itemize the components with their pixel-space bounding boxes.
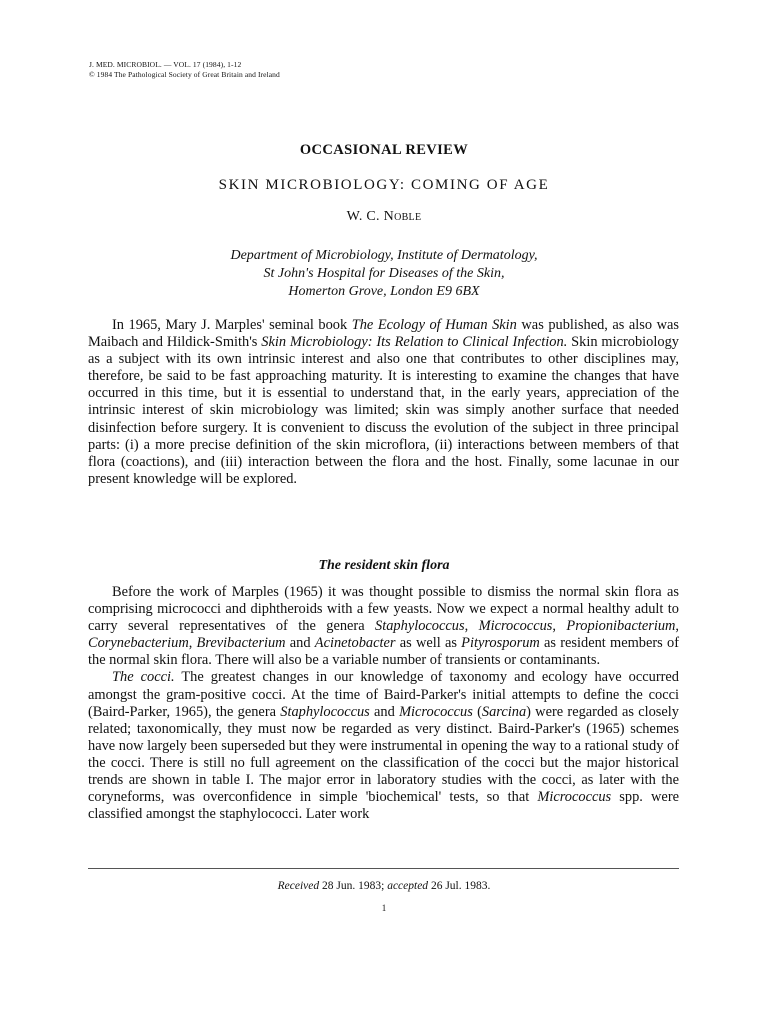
page-number: 1 bbox=[381, 903, 387, 913]
genus-name: Staphylococcus bbox=[375, 618, 465, 635]
genus-name: Corynebacterium bbox=[88, 635, 189, 652]
article-author: W. C. Noble bbox=[346, 209, 422, 224]
received-dates: Received 28 Jun. 1983; accepted 26 Jul. 1983. bbox=[277, 880, 491, 892]
affiliation-line: Homerton Grove, London E9 6BX bbox=[288, 284, 480, 299]
copyright-line: © 1984 The Pathological Society of Great Britain and Ireland bbox=[89, 70, 280, 79]
affiliation-line: Department of Microbiology, Institute of Dermatology, bbox=[230, 248, 538, 263]
book-title: Skin Microbiology: Its Relation to Clinical Infection. bbox=[261, 334, 568, 351]
genus-name: Micrococcus bbox=[537, 789, 612, 806]
section-body bbox=[88, 584, 679, 823]
article-category: OCCASIONAL REVIEW bbox=[299, 142, 469, 158]
genus-name: Acinetobacter bbox=[314, 635, 396, 652]
body-paragraph: Before the work of Marples (1965) it was thought possible to dismiss the normal skin flora as comprising micrococci and diphtheroids with a few yeasts. Now we expect a normal healthy adult to carry several representatives of the genera Staphylococcus, Micrococcus, Propionibacterium, Corynebacterium, Brevibacterium and Acinetobacter as well as Pityrosporum as resident members of the normal skin flora. There will also be a variable number of transients or contaminants. bbox=[88, 584, 680, 669]
genus-name: Pityrosporum bbox=[461, 635, 540, 652]
footnote-divider bbox=[88, 868, 679, 869]
body-paragraph: The cocci. The greatest changes in our knowledge of taxonomy and ecology have occurred amongst the gram-positive cocci. At the time of Baird-Parker's initial attempts to define the cocci (Baird-Parker, 1965), the genera Staphylococcus and Micrococcus (Sarcina) were regarded as closely related; taxonomically, they must now be regarded as very distinct. Baird-Parker's (1965) schemes have now largely been superseded but they were instrumental in opening the way to a rational study of the cocci. There is still no full agreement on the classification of the cocci but the major historical trends are shown in table I. The major error in laboratory studies with the cocci, as later with the coryneforms, was overconfidence in simple 'biochemical' tests, so that Micrococcus spp. were classified amongst the staphylococci. Later work bbox=[88, 669, 679, 823]
subsection-lead: The cocci. bbox=[112, 669, 175, 686]
journal-reference: J. MED. MICROBIOL. — VOL. 17 (1984), 1-12 bbox=[89, 60, 242, 69]
journal-header bbox=[89, 60, 280, 80]
genus-name: Propionibacterium bbox=[566, 618, 676, 635]
intro-paragraph: In 1965, Mary J. Marples' seminal book The Ecology of Human Skin was published, as also was Maibach and Hildick-Smith's Skin Microbiology: Its Relation to Clinical Infection. Skin microbiology as a subject with its own intrinsic interest and also one that contributes to other disciplines may, therefore, be said to be fast approaching maturity. It is interesting to examine the changes that have occurred in this time, but it is essential to understand that, in the early years, appreciation of the intrinsic interest of skin microbiology was limited; skin was simply another surface that needed disinfection before surgery. It is convenient to discuss the evolution of the subject in three principal parts: (i) a more precise definition of the skin microflora, (ii) interactions between members of that flora (coactions), and (iii) interaction between the flora and the host. Finally, some lacunae in our present knowledge will be explored. bbox=[88, 317, 679, 487]
author-affiliation bbox=[0, 247, 768, 301]
section-heading: The resident skin flora bbox=[318, 558, 450, 573]
genus-name: Sarcina bbox=[481, 703, 527, 720]
affiliation-line: St John's Hospital for Diseases of the Skin, bbox=[263, 266, 505, 281]
genus-name: Staphylococcus bbox=[280, 703, 370, 720]
genus-name: Brevibacterium bbox=[196, 635, 286, 652]
introduction bbox=[88, 317, 679, 488]
article-title: SKIN MICROBIOLOGY: COMING OF AGE bbox=[218, 177, 550, 193]
genus-name: Micrococcus bbox=[478, 618, 553, 635]
book-title: The Ecology of Human Skin bbox=[351, 317, 517, 333]
genus-name: Micrococcus bbox=[399, 703, 473, 720]
